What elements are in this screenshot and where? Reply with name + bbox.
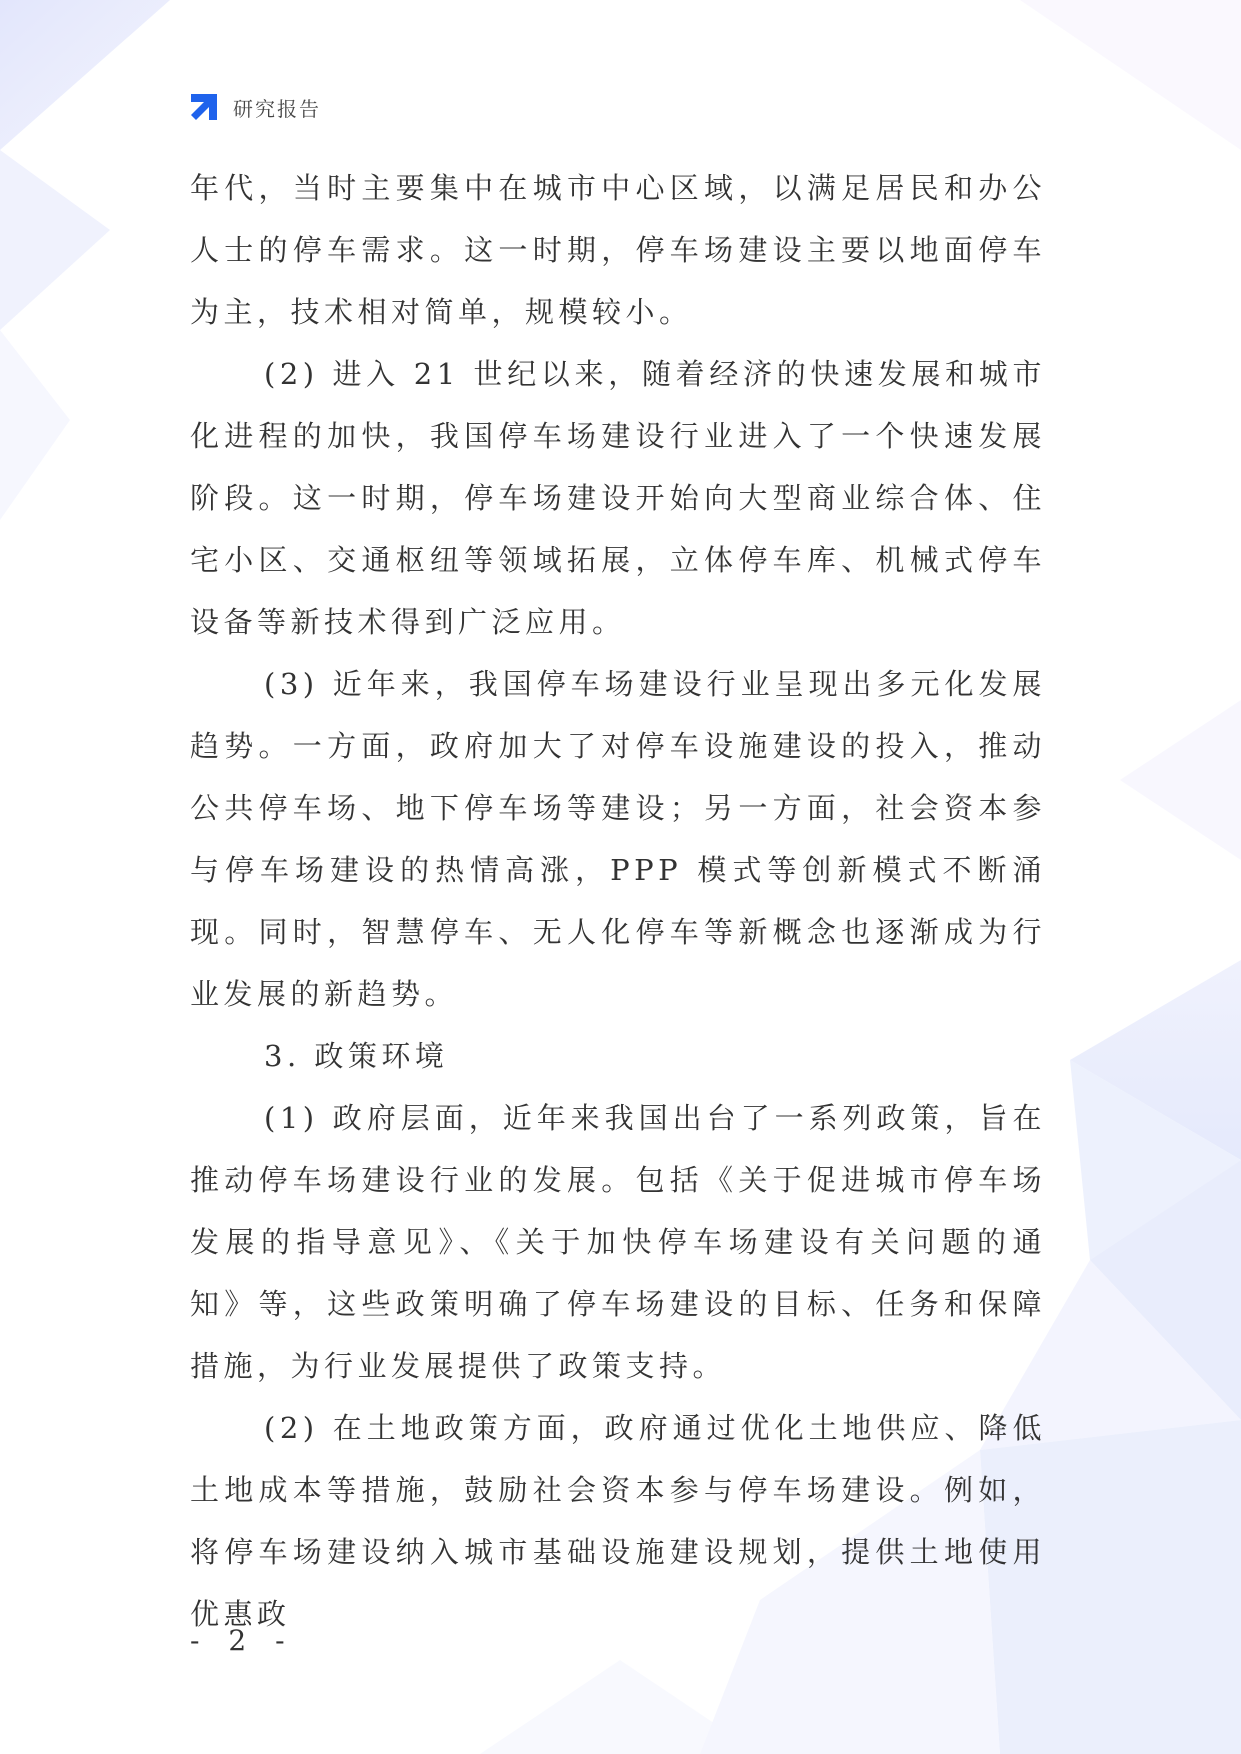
page-header (187, 89, 321, 125)
document-body (190, 157, 1046, 1645)
body-paragraph: (1) 政府层面，近年来我国出台了一系列政策，旨在推动停车场建设行业的发展。包括《关于促进城市停车场发展的指导意见》、《关于加快停车场建设有关问题的通知》等，这些政策明确了停车场建设的目标、任务和保障措施，为行业发展提供了政策支持。 (190, 1101, 1046, 1383)
section-heading: 3. 政策环境 (264, 1039, 449, 1073)
body-paragraph: (2) 在土地政策方面，政府通过优化土地供应、降低土地成本等措施，鼓励社会资本参与停车场建设。例如，将停车场建设纳入城市基础设施建设规划，提供土地使用优惠政 (190, 1411, 1046, 1631)
body-paragraph: (2) 进入 21 世纪以来，随着经济的快速发展和城市化进程的加快，我国停车场建设行业进入了一个快速发展阶段。这一时期，停车场建设开始向大型商业综合体、住宅小区、交通枢纽等领域拓展，立体停车库、机械式停车设备等新技术得到广泛应用。 (190, 357, 1046, 639)
body-paragraph: (3) 近年来，我国停车场建设行业呈现出多元化发展趋势。一方面，政府加大了对停车设施建设的投入，推动公共停车场、地下停车场等建设；另一方面，社会资本参与停车场建设的热情高涨，PPP 模式等创新模式不断涌现。同时，智慧停车、无人化停车等新概念也逐渐成为行业发展的新趋势。 (190, 667, 1046, 1011)
body-paragraph: 年代，当时主要集中在城市中心区域，以满足居民和办公人士的停车需求。这一时期，停车场建设主要以地面停车为主，技术相对简单，规模较小。 (190, 171, 1046, 329)
page-number: - 2 - (190, 1624, 295, 1657)
arrow-up-right-icon (187, 90, 221, 124)
header-title: 研究报告 (233, 96, 321, 121)
